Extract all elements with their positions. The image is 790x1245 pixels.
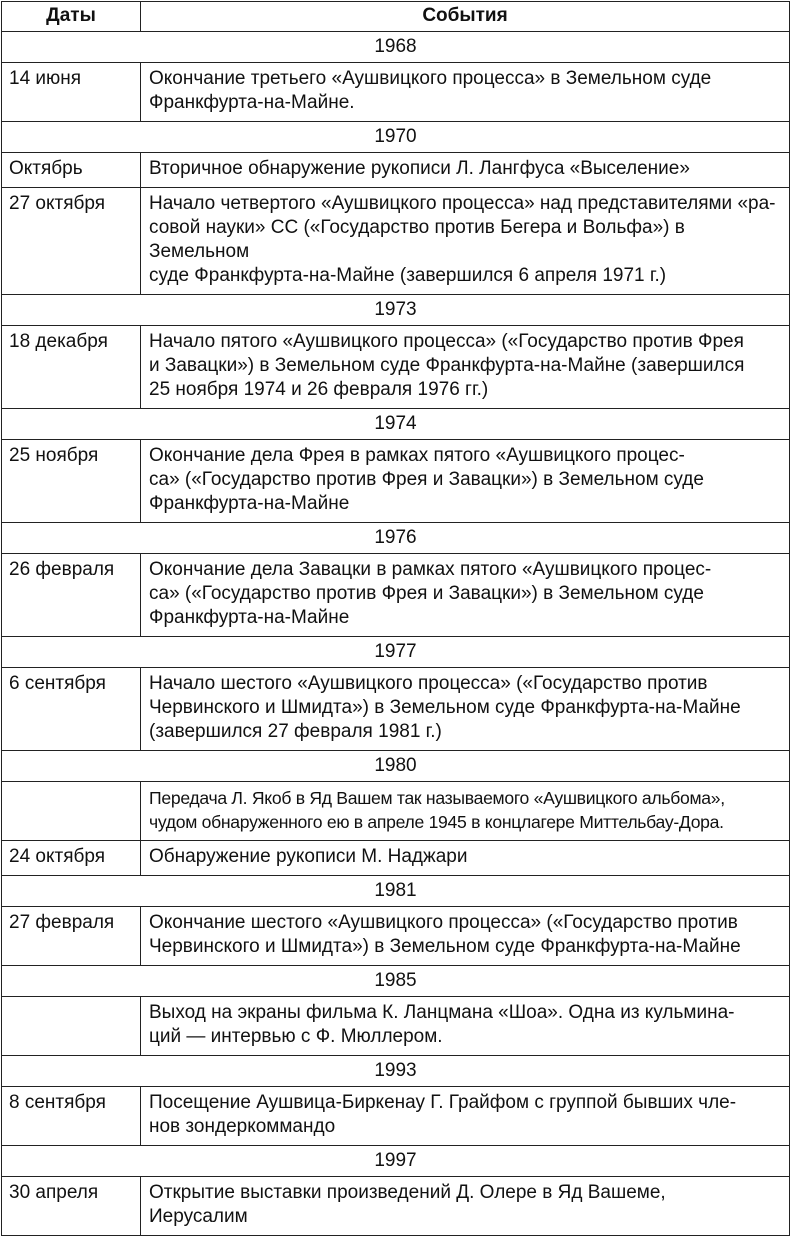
event-cell bbox=[141, 668, 790, 751]
year-row bbox=[2, 523, 790, 554]
event-line: Обнаружение рукописи М. Наджари bbox=[149, 846, 468, 867]
date-cell: 6 сентября bbox=[2, 668, 141, 751]
chronology-table bbox=[1, 1, 790, 1236]
event-line: суде Франкфурта-на-Майне (завершился 6 апреля 1971 г.) bbox=[149, 265, 667, 286]
event-line: совой науки» СС («Государство против Бегера и Вольфа») в Земельном bbox=[149, 217, 685, 262]
date-cell: 27 октября bbox=[2, 188, 141, 295]
event-line: Иерусалим bbox=[149, 1206, 248, 1227]
event-cell bbox=[141, 153, 790, 188]
year-cell: 1970 bbox=[2, 122, 790, 153]
event-cell bbox=[141, 1087, 790, 1146]
date-cell: 8 сентября bbox=[2, 1087, 141, 1146]
year-row bbox=[2, 409, 790, 440]
event-cell bbox=[141, 782, 790, 841]
year-cell: 1985 bbox=[2, 966, 790, 997]
event-line: Вторичное обнаружение рукописи Л. Лангфуса «Выселение» bbox=[149, 158, 690, 179]
event-cell bbox=[141, 907, 790, 966]
year-row bbox=[2, 637, 790, 668]
event-line: Франкфурта-на-Майне. bbox=[149, 92, 355, 113]
event-line: Окончание шестого «Аушвицкого процесса» («Государство против bbox=[149, 912, 738, 933]
table-row bbox=[2, 841, 790, 876]
year-row bbox=[2, 966, 790, 997]
event-line: са» («Государство против Фрея и Завацки») в Земельном суде bbox=[149, 469, 704, 490]
table-row bbox=[2, 326, 790, 409]
date-cell: 30 апреля bbox=[2, 1177, 141, 1236]
table-row bbox=[2, 1177, 790, 1236]
event-line: 25 ноября 1974 и 26 февраля 1976 гг.) bbox=[149, 379, 489, 400]
year-cell: 1993 bbox=[2, 1056, 790, 1087]
year-row bbox=[2, 751, 790, 782]
table-row bbox=[2, 1087, 790, 1146]
event-line: Передача Л. Якоб в Яд Вашем так называемого «Аушвицкого альбома», bbox=[149, 788, 725, 808]
event-cell bbox=[141, 841, 790, 876]
year-cell: 1980 bbox=[2, 751, 790, 782]
year-cell: 1976 bbox=[2, 523, 790, 554]
year-row bbox=[2, 1146, 790, 1177]
event-line: Червинского и Шмидта») в Земельном суде Франкфурта-на-Майне bbox=[149, 697, 741, 718]
date-cell: 18 декабря bbox=[2, 326, 141, 409]
event-line: Начало пятого «Аушвицкого процесса» («Государство против Фрея bbox=[149, 331, 744, 352]
event-line: Посещение Аушвица-Биркенау Г. Грайфом с группой бывших чле- bbox=[149, 1092, 737, 1113]
year-cell: 1973 bbox=[2, 295, 790, 326]
event-line: Франкфурта-на-Майне bbox=[149, 607, 350, 628]
year-cell: 1981 bbox=[2, 876, 790, 907]
event-line: Окончание дела Завацки в рамках пятого «Аушвицкого процес- bbox=[149, 559, 712, 580]
event-line: Начало шестого «Аушвицкого процесса» («Государство против bbox=[149, 673, 708, 694]
table-row bbox=[2, 63, 790, 122]
table-row bbox=[2, 997, 790, 1056]
table-row bbox=[2, 554, 790, 637]
event-cell bbox=[141, 326, 790, 409]
year-row bbox=[2, 1056, 790, 1087]
date-cell: 27 февраля bbox=[2, 907, 141, 966]
table-body bbox=[2, 32, 790, 1236]
event-line: Выход на экраны фильма К. Ланцмана «Шоа». Одна из кульмина- bbox=[149, 1002, 735, 1023]
event-line: Франкфурта-на-Майне bbox=[149, 493, 350, 514]
year-row bbox=[2, 295, 790, 326]
year-cell: 1977 bbox=[2, 637, 790, 668]
event-line: нов зондеркоммандо bbox=[149, 1116, 336, 1137]
year-row bbox=[2, 32, 790, 63]
event-line: чудом обнаруженного ею в апреле 1945 в концлагере Миттельбау-Дора. bbox=[149, 812, 724, 832]
date-cell: 14 июня bbox=[2, 63, 141, 122]
event-line: са» («Государство против Фрея и Завацки») в Земельном суде bbox=[149, 583, 704, 604]
date-cell: Октябрь bbox=[2, 153, 141, 188]
event-line: Окончание третьего «Аушвицкого процесса» в Земельном суде bbox=[149, 68, 712, 89]
year-row bbox=[2, 876, 790, 907]
year-row bbox=[2, 122, 790, 153]
table-row bbox=[2, 668, 790, 751]
date-cell bbox=[2, 997, 141, 1056]
date-cell: 25 ноября bbox=[2, 440, 141, 523]
year-cell: 1968 bbox=[2, 32, 790, 63]
event-line: Червинского и Шмидта») в Земельном суде Франкфурта-на-Майне bbox=[149, 936, 741, 957]
table-row bbox=[2, 440, 790, 523]
date-cell: 24 октября bbox=[2, 841, 141, 876]
year-cell: 1974 bbox=[2, 409, 790, 440]
date-cell bbox=[2, 782, 141, 841]
table-row bbox=[2, 782, 790, 841]
event-cell bbox=[141, 554, 790, 637]
date-cell: 26 февраля bbox=[2, 554, 141, 637]
event-line: Открытие выставки произведений Д. Олере в Яд Вашеме, bbox=[149, 1182, 666, 1203]
event-cell bbox=[141, 188, 790, 295]
event-line: ций — интервью с Ф. Мюллером. bbox=[149, 1026, 443, 1047]
header-events: События bbox=[141, 2, 790, 32]
event-line: (завершился 27 февраля 1981 г.) bbox=[149, 721, 442, 742]
table-row bbox=[2, 188, 790, 295]
event-cell bbox=[141, 1177, 790, 1236]
event-cell bbox=[141, 63, 790, 122]
table-row bbox=[2, 153, 790, 188]
event-line: и Завацки») в Земельном суде Франкфурта-на-Майне (завершился bbox=[149, 355, 745, 376]
event-line: Начало четвертого «Аушвицкого процесса» над представителями «ра- bbox=[149, 193, 776, 214]
table-row bbox=[2, 907, 790, 966]
header-dates: Даты bbox=[2, 2, 141, 32]
event-cell bbox=[141, 440, 790, 523]
event-line: Окончание дела Фрея в рамках пятого «Аушвицкого процес- bbox=[149, 445, 685, 466]
event-cell bbox=[141, 997, 790, 1056]
header-row bbox=[2, 2, 790, 32]
year-cell: 1997 bbox=[2, 1146, 790, 1177]
